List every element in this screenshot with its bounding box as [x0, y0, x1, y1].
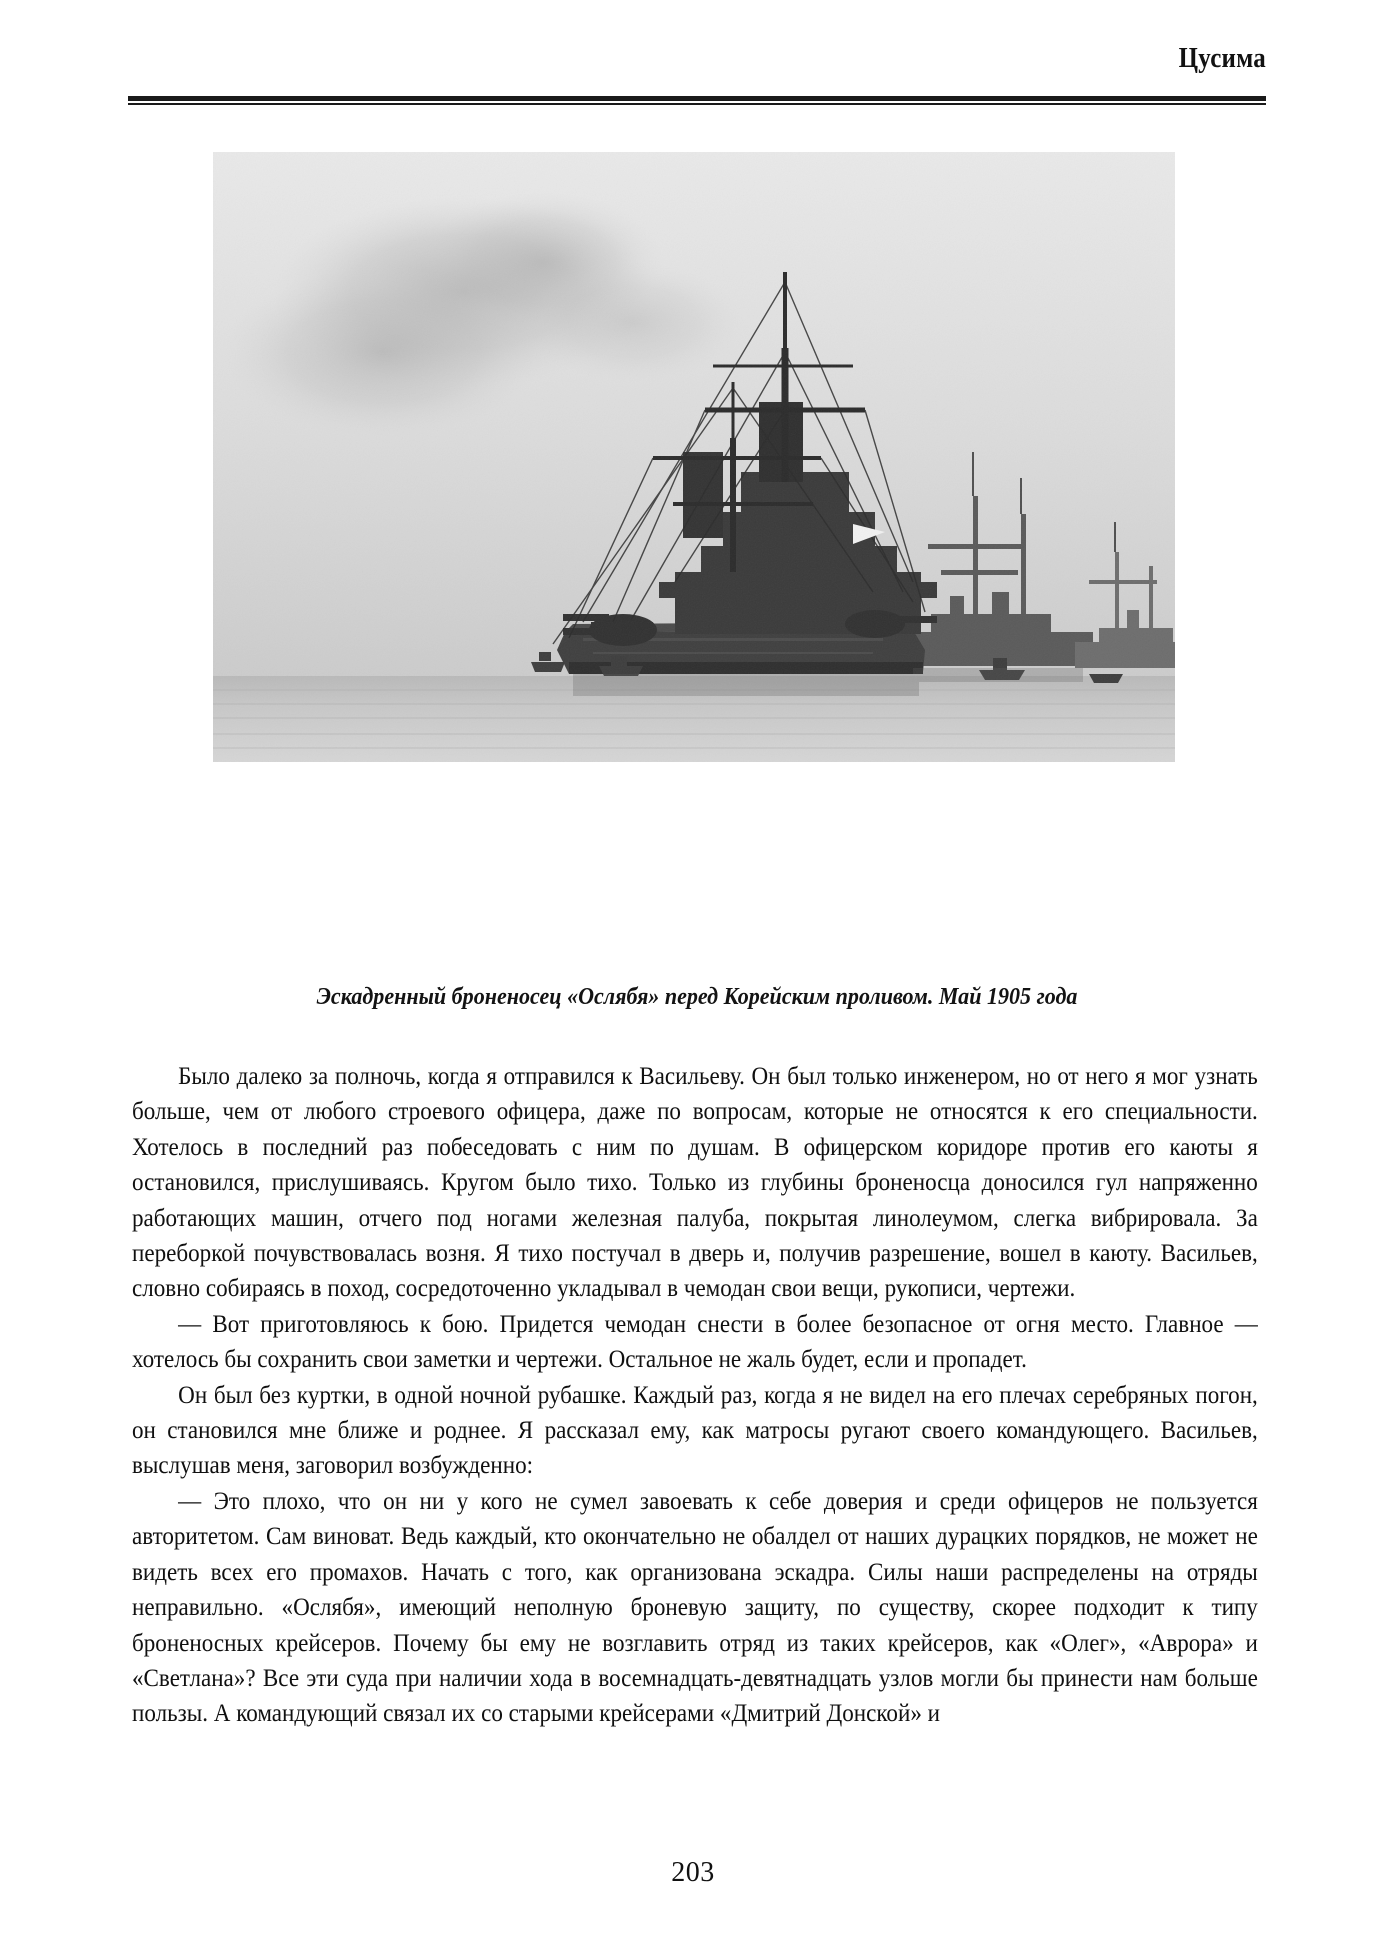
body-text-block — [132, 1058, 1258, 1731]
header-rule-thick — [128, 96, 1266, 101]
header-rule-thin — [128, 103, 1266, 105]
header-rule — [128, 96, 1266, 106]
figure-caption: Эскадренный броненосец «Ослябя» перед Корейским проливом. Май 1905 года — [316, 983, 1078, 1010]
paragraph: — Вот приготовляюсь к бою. Придется чемодан снести в более безопасное от огня место. Главное — хотелось бы сохранить свои заметки и чертежи. Остальное не жаль будет, если и пропадет. — [132, 1308, 1258, 1374]
paragraph: — Это плохо, что он ни у кого не сумел завоевать к себе доверия и среди офицеров не пользуется авторитетом. Сам виноват. Ведь каждый, кто окончательно не обалдел от наших дурацких порядков, не может не видеть всех его промахов. Начать с того, как организована эскадра. Силы наши распределены на отряды неправильно. «Ослябя», имеющий неполную броневую защиту, по существу, скорее подходит к типу броненосных крейсеров. Почему бы ему не возглавить отряд из таких крейсеров, как «Олег», «Аврора» и «Светлана»? Все эти суда при наличии хода в восемнадцать-девятнадцать узлов могли бы принести нам больше пользы. А командующий связал их со старыми крейсерами «Дмитрий Донской» и — [132, 1485, 1258, 1728]
paragraph: Он был без куртки, в одной ночной рубашке. Каждый раз, когда я не видел на его плечах серебряных погон, он становился мне ближе и роднее. Я рассказал ему, как матросы ругают своего командующего. Васильев, выслушав меня, заговорил возбужденно: — [132, 1379, 1258, 1480]
battleship-photograph — [213, 152, 1175, 762]
figure-block — [213, 152, 1175, 762]
paragraph: Было далеко за полночь, когда я отправился к Васильеву. Он был только инженером, но от него я мог узнать больше, чем от любого строевого офицера, даже по вопросам, которые не относятся к его специальности. Хотелось в последний раз побеседовать с ним по душам. В офицерском коридоре против его каюты я остановился, прислушиваясь. Кругом было тихо. Только из глубины броненосца доносился гул напряженно работающих машин, отчего под ногами железная палуба, покрытая линолеумом, слегка вибрировала. За переборкой почувствовалась возня. Я тихо постучал в дверь и, получив разрешение, вошел в каюту. Васильев, словно собираясь в поход, сосредоточенно укладывал в чемодан свои вещи, рукописи, чертежи. — [132, 1061, 1258, 1303]
running-head-title: Цусима — [1178, 42, 1266, 74]
page-number: 203 — [671, 1857, 715, 1888]
